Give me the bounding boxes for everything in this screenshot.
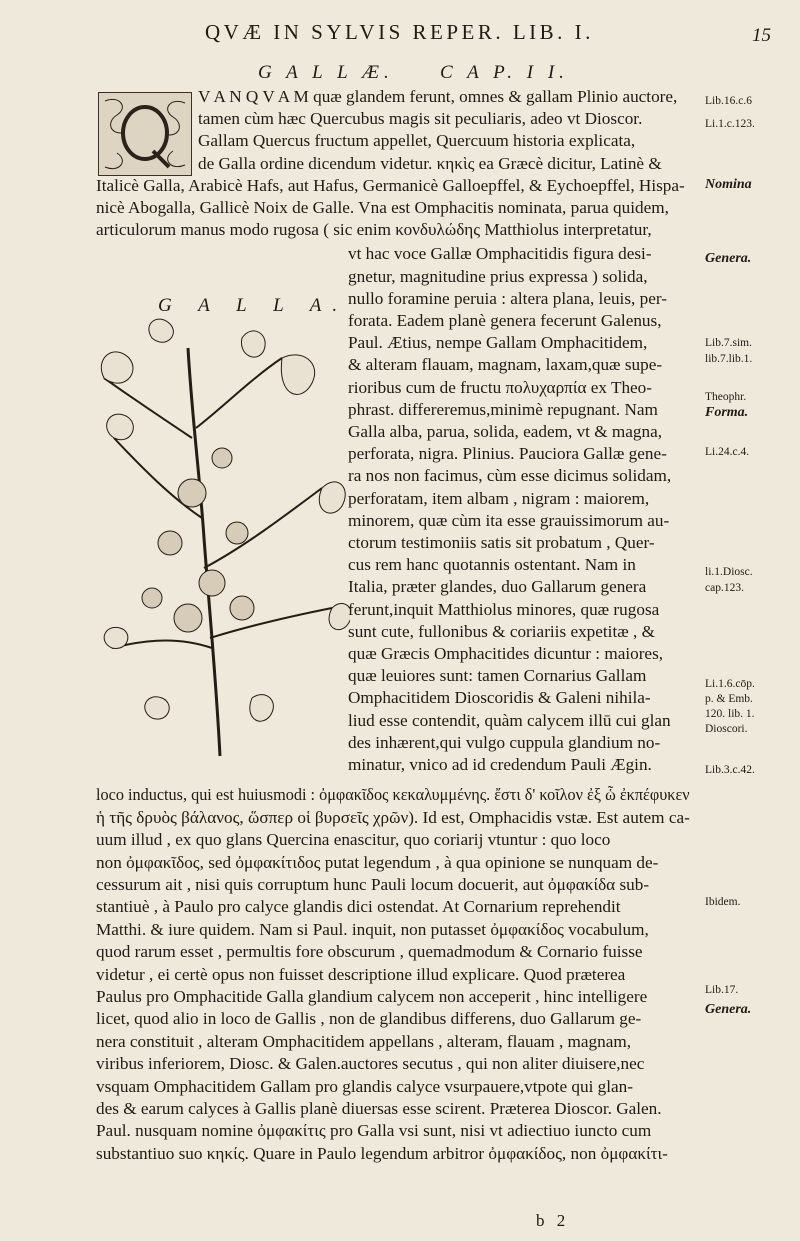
margin-note: Li.1.6.cōp.: [705, 678, 755, 690]
text-line: Paulus pro Omphacitide Galla glandium calycem non acceperit , hinc intelligere: [96, 987, 648, 1006]
text-line: minorem, quæ cùm ita esse grauissimorum au-: [348, 510, 670, 530]
margin-note: Li.24.c.4.: [705, 446, 750, 458]
text-line: des & earum calyces à Gallis planè diuersas esse scirent. Præterea Dioscor. Galen.: [96, 1099, 662, 1118]
margin-note: Forma.: [705, 405, 749, 420]
text-line: Omphacitidem Dioscoridis & Galeni nihila-: [348, 688, 651, 708]
text-line: quod rarum esset , permultis fore obscurum , quemadmodum & Cornario fuisse: [96, 942, 643, 962]
text-line: Galla alba, parua, solida, eadem, vt & magna,: [348, 422, 663, 441]
text-line: ra nos non facimus, cùm esse dicimus solidam,: [348, 466, 672, 486]
text-line: Italia, præter glandes, duo Gallarum genera: [348, 577, 647, 597]
text-line: rioribus cum de fructu πολυχαρπία ex Theo-: [348, 377, 652, 397]
text-line: ἡ τῆς δρυὸς βάλανος, ὥσπερ οἱ βυρσεῖς χρῶν). Id est, Omphacidis vstæ. Est autem ca-: [96, 807, 690, 827]
text-line: forata. Eadem planè genera fecerunt Galenus,: [348, 311, 662, 330]
text-line: ferunt,inquit Matthiolus minores, quæ rugosa: [348, 599, 660, 619]
text-line: viribus inferiorem, Diosc. & Galen.auctores secutus , qui non aliter diuisere,nec: [96, 1054, 645, 1074]
margin-note: li.1.Diosc.: [705, 566, 753, 578]
margin-note: lib.7.lib.1.: [705, 353, 753, 365]
ornament-icon: [99, 93, 191, 175]
text-line: phrast. differeremus,minimè repugnant. Nam: [348, 399, 658, 419]
text-line: sunt cute, fullonibus & coriariis expetitæ , &: [348, 621, 655, 641]
text-line: minatur, vnico ad id credendum Pauli Ægin.: [348, 755, 652, 774]
margin-note: p. & Emb.: [705, 693, 753, 705]
margin-note: Li.1.c.123.: [705, 118, 755, 130]
text-line: perforatam, item albam , nigram : maiorem,: [348, 488, 650, 508]
text-line: gnetur, magnitudine prius expressa ) solida,: [348, 266, 648, 286]
margin-note: Lib.7.sim.: [705, 337, 752, 349]
margin-note: cap.123.: [705, 582, 744, 594]
margin-note: Nomina: [705, 177, 752, 192]
text-line: nicè Abogalla, Gallicè Noix de Galle. Vna est Omphacitis nominata, parua quidem,: [96, 198, 669, 217]
text-line: liud esse contendit, quàm calycem illū cui glan: [348, 710, 671, 730]
margin-note: Genera.: [705, 251, 752, 266]
text-line: V A N Q V A M quæ glandem ferunt, omnes & gallam Plinio auctore,: [198, 87, 678, 106]
decorated-initial-q: [98, 92, 192, 176]
text-line: Paul. nusquam nomine ὀμφακίτις pro Galla vsi sunt, nisi vt adiectiuo iuncto cum: [96, 1121, 652, 1141]
text-line: & alteram flauam, magnam, laxam,quæ supe-: [348, 355, 663, 375]
text-line: Matthi. & iure quidem. Nam si Paul. inquit, non putasset ὀμφακίδος vocabulum,: [96, 919, 649, 939]
text-line: cus rem hanc quotannis ostentant. Nam in: [348, 555, 636, 575]
signature-mark: b 2: [536, 1211, 570, 1230]
text-line: de Galla ordine dicendum videtur. κηκὶς ea Græcè dicitur, Latinè &: [198, 153, 662, 173]
text-line: non ὀμφακῖδος, sed ὀμφακίτιδος putat legendum , à qua opinione se nunquam de-: [96, 852, 659, 872]
text-line: Paul. Ætius, nempe Gallam Omphacitidem,: [348, 333, 648, 353]
text-line: cessurum ait , nisi quis corruptum hunc Pauli locum docuerit, aut ὀμφακίδα sub-: [96, 875, 650, 894]
text-line: licet, quod alio in loco de Gallis , non de glandibus differens, duo Gallarum ge-: [96, 1009, 642, 1029]
text-line: uum illud , ex quo glans Quercina enascitur, quo coriarij vtuntur : quo loco: [96, 830, 611, 850]
margin-note: Lib.3.c.42.: [705, 764, 755, 776]
text-line: vt hac voce Gallæ Omphacitidis figura desi-: [348, 244, 652, 264]
text-line: Gallam Quercus fructum appellet, Quercuum historia explicata,: [198, 131, 636, 151]
text-line: quæ Græcis Omphacitides dicuntur : maiores,: [348, 644, 664, 663]
chapter-title: G A L L Æ.: [258, 62, 394, 83]
text-line: tamen cùm hæc Quercubus magis sit peculiaris, adeo vt Dioscor.: [198, 109, 643, 129]
margin-note: Genera.: [705, 1002, 752, 1017]
text-line: articulorum manus modo rugosa ( sic enim κονδυλώδης Matthiolus interpretatur,: [96, 220, 652, 240]
text-line: vsquam Omphacitidem Gallam pro glandis calyce vsurpauere,vtpote qui glan-: [96, 1076, 633, 1096]
margin-note: Lib.16.c.6: [705, 95, 752, 107]
text-line: quæ leuiores sunt: tamen Cornarius Gallam: [348, 666, 647, 686]
chapter-number: C A P. I I.: [440, 62, 569, 83]
text-line: substantiuo suo κηκίς. Quare in Paulo legendum arbitror ὀμφακίδος, non ὀμφακίτι-: [96, 1143, 668, 1163]
figure-caption: G A L L A.: [158, 295, 349, 316]
margin-note: Theophr.: [705, 391, 747, 403]
text-line: loco inductus, qui est huiusmodi : ὀμφακῖδος κεκαλυμμένης. ἔστι δ' κοῖλον ἐξ ὧ ἐκπέφυκεν: [96, 785, 690, 805]
running-head: QVÆ IN SYLVIS REPER. LIB. I.: [205, 20, 594, 44]
margin-note: Lib.17.: [705, 984, 739, 996]
oak-gall-woodcut: [92, 318, 350, 758]
text-line: perforata, nigra. Plinius. Pauciora Gallæ gene-: [348, 444, 667, 464]
text-line: nera constituit , alteram Omphacitidem appellans , alteram, flauam , magnam,: [96, 1031, 632, 1051]
text-line: Italicè Galla, Arabicè Hafs, aut Hafus, Germanicè Galloepffel, & Eychoepffel, Hispa-: [96, 175, 685, 195]
margin-note: 120. lib. 1.: [705, 708, 755, 720]
text-line: ctorum testimoniis satis sit probatum , Quer-: [348, 533, 655, 552]
oak-branch-illustration: [92, 318, 350, 758]
margin-note: Dioscori.: [705, 723, 748, 735]
text-line: des inhærent,qui vulgo cuppula glandium no-: [348, 732, 661, 752]
text-line: stantiuè , à Paulo pro calyce glandis dici ostendat. At Cornarium reprehendit: [96, 897, 621, 917]
text-line: videtur , ei certè opus non fuisset descriptione illud explicare. Quod præterea: [96, 964, 626, 984]
margin-note: Ibidem.: [705, 896, 741, 908]
text-line: nullo foramine peruia : altera plana, leuis, per-: [348, 288, 667, 308]
page-number: 15: [752, 25, 771, 46]
